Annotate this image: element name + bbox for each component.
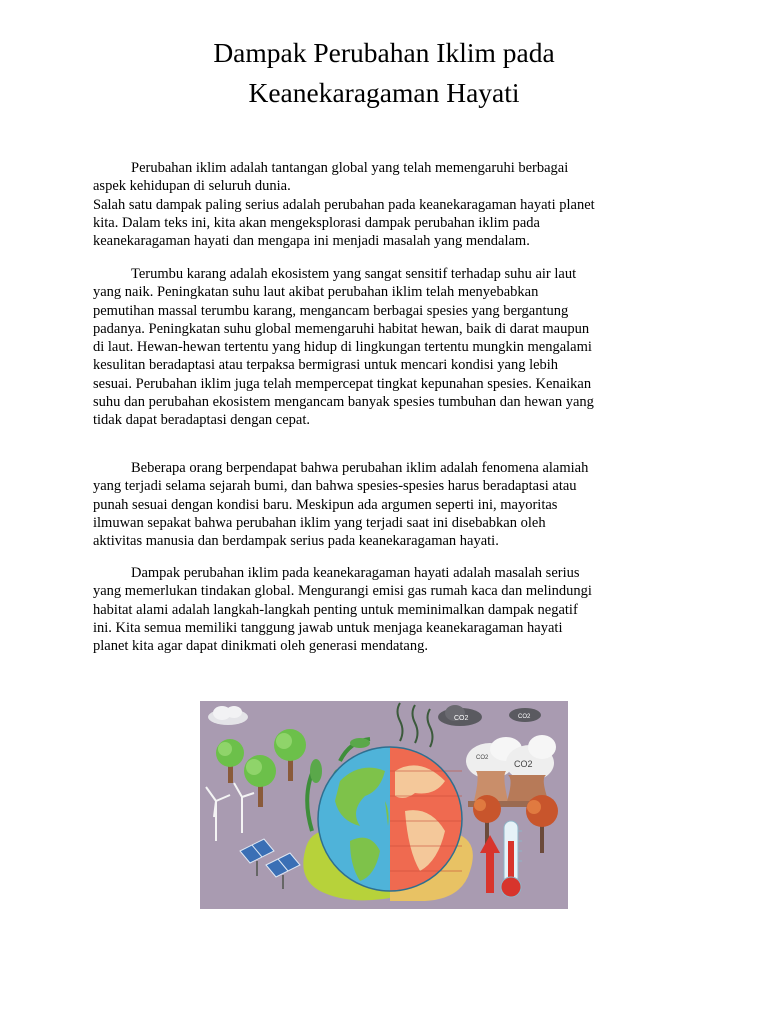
paragraph-line: habitat alami adalah langkah-langkah penting untuk meminimalkan dampak negatif: [93, 601, 578, 618]
co2-label: CO2: [476, 755, 489, 761]
paragraph-line: pemutihan massal terumbu karang, mengancam berbagai spesies yang bergantung: [93, 302, 569, 319]
co2-cloud-icon: [438, 705, 482, 726]
dry-tree-icon: [526, 795, 558, 853]
paragraph-line: aktivitas manusia dan berdampak serius pada keanekaragaman hayati.: [93, 533, 499, 550]
dry-tree-icon: [473, 795, 501, 847]
paragraph-line: aspek kehidupan di seluruh dunia.: [93, 178, 291, 195]
paragraph-line: kita. Dalam teks ini, kita akan mengeksplorasi dampak perubahan iklim pada: [93, 214, 540, 231]
paragraph-line: Perubahan iklim adalah tantangan global yang telah memengaruhi berbagai: [131, 160, 569, 176]
paragraph-2: [93, 265, 683, 430]
paragraph-line: planet kita agar dapat dinikmati oleh generasi mendatang.: [93, 638, 428, 655]
tree-icon: [244, 755, 276, 807]
co2-cloud-icon: [509, 708, 541, 722]
title-line-2: Keanekaragaman Hayati: [248, 77, 520, 108]
paragraph-line: tidak dapat beradaptasi dengan cepat.: [93, 412, 310, 429]
tree-icon: [216, 739, 244, 783]
paragraph-line: di laut. Hewan-hewan tertentu yang hidup di lingkungan tertentu mungkin mengalami: [93, 339, 592, 356]
page-title: [0, 33, 768, 113]
paragraph-line: sesuai. Perubahan iklim juga telah mempercepat tingkat kepunahan spesies. Kenaikan: [93, 375, 592, 392]
paragraph-line: ini. Kita semua memiliki tanggung jawab untuk menjaga keanekaragaman hayati: [93, 619, 563, 636]
wind-turbine-icon: [234, 783, 254, 833]
paragraph-line: keanekaragaman hayati dan mengapa ini menjadi masalah yang mendalam.: [93, 233, 530, 250]
tree-icon: [274, 729, 306, 781]
paragraph-3: [93, 459, 683, 550]
paragraph-line: yang terjadi selama sejarah bumi, dan bahwa spesies-spesies harus beradaptasi atau: [93, 478, 577, 495]
thermometer-icon: [501, 821, 522, 897]
paragraph-line: yang memerlukan tindakan global. Mengurangi emisi gas rumah kaca dan melindungi: [93, 583, 592, 600]
paragraph-line: yang naik. Peningkatan suhu laut akibat perubahan iklim telah menyebabkan: [93, 284, 539, 301]
co2-label: CO2: [518, 714, 531, 720]
climate-illustration: [200, 701, 568, 909]
paragraph-line: ilmuwan sepakat bahwa perubahan iklim yang terjadi saat ini disebabkan oleh: [93, 514, 546, 531]
earth-globe-icon: [318, 747, 462, 891]
wind-turbine-icon: [206, 787, 230, 841]
paragraph-line: Salah satu dampak paling serius adalah perubahan pada keanekaragaman hayati planet: [93, 196, 595, 213]
paragraph-line: punah sesuai dengan kondisi baru. Meskipun ada argumen seperti ini, mayoritas: [93, 496, 558, 513]
rising-arrow-icon: [480, 835, 500, 893]
paragraph-line: suhu dan perubahan ekosistem mengancam banyak spesies tumbuhan dan hewan yang: [93, 394, 594, 411]
paragraph-line: padanya. Peningkatan suhu global memengaruhi habitat hewan, baik di darat maupun: [93, 320, 590, 337]
heat-wave-icon: [398, 703, 433, 747]
climate-illustration-svg: [200, 701, 568, 909]
paragraph-line: Dampak perubahan iklim pada keanekaragaman hayati adalah masalah serius: [131, 565, 580, 581]
paragraph-4: [93, 564, 683, 655]
title-line-1: Dampak Perubahan Iklim pada: [213, 37, 555, 68]
paragraph-line: Terumbu karang adalah ekosistem yang sangat sensitif terhadap suhu air laut: [131, 266, 577, 282]
paragraph-line: kesulitan beradaptasi atau terpaksa bermigrasi untuk mencari kondisi yang lebih: [93, 357, 559, 374]
solar-panel-icon: [240, 839, 300, 889]
cloud-icon: [208, 706, 248, 725]
co2-label: CO2: [454, 715, 469, 722]
paragraph-line: Beberapa orang berpendapat bahwa perubahan iklim adalah fenomena alamiah: [131, 460, 589, 476]
co2-label: CO2: [514, 759, 533, 769]
paragraph-1: [93, 159, 683, 250]
